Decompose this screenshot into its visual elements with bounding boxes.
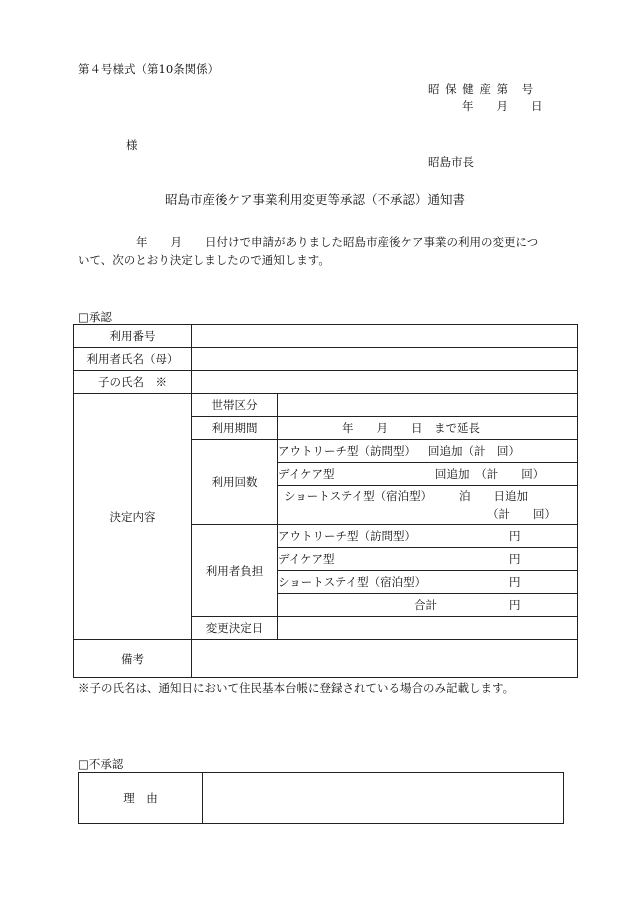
burden-outreach-type: アウトリーチ型（訪問型） [278, 529, 416, 543]
daycare-count: 回追加 （計 回） [435, 467, 545, 481]
sender-name: 昭島市長 [428, 155, 474, 169]
remarks-field[interactable] [192, 640, 578, 678]
user-name-label: 利用者氏名（母） [74, 348, 192, 371]
reason-label: 理 由 [79, 773, 203, 824]
burden-shortstay-row[interactable] [278, 571, 578, 594]
change-date-field[interactable] [278, 617, 578, 640]
burden-total-row[interactable] [278, 594, 578, 617]
user-name-field[interactable] [192, 348, 578, 371]
burden-shortstay-type: ショートステイ型（宿泊型） [278, 575, 427, 589]
footnote: ※子の氏名は、通知日において住民基本台帳に登録されている場合のみ記載します。 [78, 681, 515, 695]
daycare-type: デイケア型 [278, 467, 335, 481]
outreach-count: 回追加（計 回） [428, 444, 520, 458]
document-title: 昭島市産後ケア事業利用変更等承認（不承認）通知書 [164, 192, 465, 207]
body-line-2: いて、次のとおり決定しましたので通知します。 [78, 253, 330, 267]
burden-total-label: 合計 [414, 598, 437, 612]
burden-shortstay-yen: 円 [509, 575, 521, 589]
count-daycare-row[interactable] [278, 463, 578, 486]
burden-outreach-yen: 円 [509, 529, 521, 543]
rejection-checkbox[interactable]: □不承認 [78, 757, 124, 771]
count-outreach-row[interactable] [278, 440, 578, 463]
burden-total-yen: 円 [509, 598, 521, 612]
burden-daycare-type: デイケア型 [278, 552, 335, 566]
approval-checkbox[interactable]: □承認 [78, 310, 112, 324]
usage-number-label: 利用番号 [74, 325, 192, 348]
rejection-table [78, 772, 564, 824]
child-name-label: 子の氏名 ※ [74, 371, 192, 394]
burden-daycare-yen: 円 [509, 552, 521, 566]
form-number: 第４号様式（第10条関係） [78, 62, 220, 76]
burden-outreach-row[interactable] [278, 525, 578, 548]
child-name-field[interactable] [192, 371, 578, 394]
count-label: 利用回数 [192, 440, 278, 525]
decision-label: 決定内容 [74, 394, 192, 640]
remarks-label: 備考 [74, 640, 192, 678]
reason-field[interactable] [203, 773, 564, 824]
shortstay-type: ショートステイ型（宿泊型） [284, 489, 433, 503]
usage-number-field[interactable] [192, 325, 578, 348]
shortstay-total: （計 回） [487, 507, 556, 521]
approval-table [73, 324, 578, 678]
outreach-type: アウトリーチ型（訪問型） [278, 444, 416, 458]
count-shortstay-row[interactable] [278, 486, 578, 525]
recipient-suffix: 様 [126, 138, 138, 152]
period-value[interactable]: 年 月 日 まで延長 [278, 417, 578, 440]
change-date-label: 変更決定日 [192, 617, 278, 640]
household-label: 世帯区分 [192, 394, 278, 417]
body-line-1: 年 月 日付けで申請がありました昭島市産後ケア事業の利用の変更につ [136, 235, 539, 249]
issue-date: 年 月 日 [462, 99, 543, 113]
document-number: 昭 保 健 産 第 号 [428, 82, 535, 96]
period-label: 利用期間 [192, 417, 278, 440]
burden-label: 利用者負担 [192, 525, 278, 617]
burden-daycare-row[interactable] [278, 548, 578, 571]
household-field[interactable] [278, 394, 578, 417]
shortstay-nights: 泊 日追加 [459, 489, 528, 503]
